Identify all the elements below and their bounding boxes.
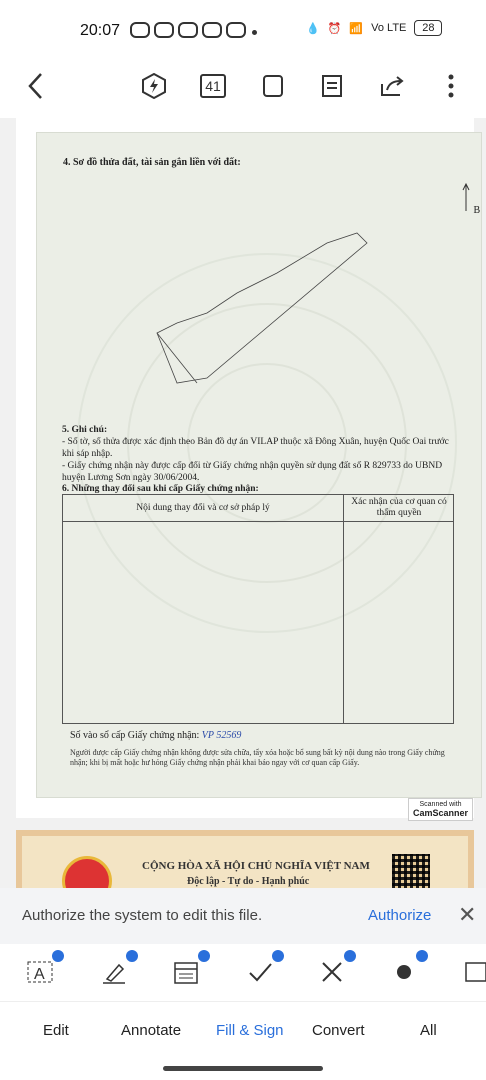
- notice-text: Người được cấp Giấy chứng nhận không được sửa chữa, tẩy xóa hoặc bổ sung bất kỳ nội dung nào trong Giấy chứng nhận; khi bị mất hoặc hư hỏng Giấy chứng nhận phải khai báo ngay với cơ quan cấp Giấy.: [70, 748, 445, 767]
- north-label: B: [473, 205, 481, 216]
- status-time: 20:07: [80, 22, 121, 39]
- camscanner-top: Scanned with: [419, 801, 462, 808]
- fullscreen-icon[interactable]: [260, 72, 286, 100]
- signature-tool[interactable]: [98, 956, 130, 988]
- national-emblem-icon: [62, 856, 112, 888]
- page2-subtitle: Độc lập - Tự do - Hạnh phúc: [187, 876, 310, 887]
- document-view-icon[interactable]: [320, 72, 344, 100]
- premium-badge-icon: [272, 950, 284, 962]
- premium-badge-icon: [126, 950, 138, 962]
- alarm-icon: ⏰: [327, 22, 342, 35]
- camscanner-badge: [408, 798, 473, 821]
- tab-fill-sign[interactable]: Fill & Sign: [216, 1022, 284, 1039]
- authorize-banner: [0, 888, 486, 944]
- qr-code-icon: [392, 854, 430, 888]
- register-number: VP 52569: [201, 730, 242, 741]
- section5-note: - Số tờ, số thửa được xác định theo Bản đồ dự án VILAP thuộc xã Đông Xuân, huyện Quốc Oai trước khi sáp nhập.: [62, 437, 449, 459]
- svg-text:A: A: [34, 966, 45, 983]
- section5-notes: [62, 424, 462, 484]
- rectangle-tool[interactable]: [460, 956, 486, 988]
- tab-convert[interactable]: Convert: [312, 1022, 365, 1039]
- table-header-left: Nội dung thay đổi và cơ sở pháp lý: [136, 503, 270, 513]
- tab-all[interactable]: All: [420, 1022, 437, 1039]
- page-count-button[interactable]: [200, 72, 226, 100]
- more-notifications-icon: [252, 30, 257, 35]
- section4-title: 4. Sơ đồ thửa đất, tài sản gắn liền với đất:: [63, 157, 241, 168]
- battery-icon: 28: [414, 20, 442, 36]
- back-arrow-icon[interactable]: [22, 72, 50, 100]
- date-tool[interactable]: [170, 956, 202, 988]
- north-arrow: [461, 183, 480, 216]
- table-header-line: [63, 521, 453, 522]
- section5-title: 5. Ghi chú:: [62, 425, 108, 435]
- document-viewer[interactable]: [0, 118, 486, 888]
- dot-tool[interactable]: [388, 956, 420, 988]
- authorize-message: Authorize the system to edit this file.: [22, 907, 263, 924]
- status-right: [306, 20, 442, 36]
- register-line: [70, 730, 241, 741]
- premium-badge-icon: [344, 950, 356, 962]
- document-page: [16, 118, 481, 818]
- table-header-right: Xác nhận của cơ quan có thẩm quyền: [351, 497, 447, 518]
- water-drop-icon: 💧: [306, 22, 320, 35]
- close-icon[interactable]: ✕: [458, 902, 477, 927]
- messenger-icon: [178, 22, 198, 38]
- premium-badge-icon: [416, 950, 428, 962]
- document-page-2: [16, 830, 474, 888]
- network-label: Vo LTE: [371, 22, 407, 34]
- lightning-hexagon-icon[interactable]: [140, 72, 168, 100]
- notification-icons: [130, 22, 246, 38]
- fill-sign-tools: [0, 944, 486, 1002]
- table-divider: [343, 495, 344, 723]
- more-options-icon[interactable]: [444, 72, 458, 100]
- tab-edit[interactable]: Edit: [43, 1022, 69, 1039]
- messenger-icon: [130, 22, 150, 38]
- parcel-sketch: [137, 213, 377, 393]
- top-toolbar: [0, 62, 486, 112]
- share-icon[interactable]: [378, 72, 406, 100]
- home-indicator[interactable]: [163, 1066, 323, 1071]
- cross-tool[interactable]: [316, 956, 348, 988]
- tab-annotate[interactable]: Annotate: [121, 1022, 182, 1039]
- checkmark-tool[interactable]: [244, 956, 276, 988]
- authorize-button[interactable]: Authorize: [368, 907, 432, 924]
- section6-title: 6. Những thay đổi sau khi cấp Giấy chứng nhận:: [62, 484, 259, 494]
- messenger-icon: [226, 22, 246, 38]
- page-count: 41: [200, 74, 226, 98]
- text-field-tool[interactable]: [24, 956, 56, 988]
- page2-title: CỘNG HÒA XÃ HỘI CHỦ NGHĨA VIỆT NAM: [142, 860, 370, 872]
- premium-badge-icon: [52, 950, 64, 962]
- camscanner-brand: CamScanner: [413, 808, 469, 818]
- section5-note: - Giấy chứng nhận này được cấp đổi từ Giấy chứng nhận quyền sử dụng đất số R 829733 do UBND huyện Lương Sơn ngày 30/06/2004.: [62, 461, 443, 483]
- messenger-icon: [202, 22, 222, 38]
- changes-table: [62, 494, 454, 724]
- wifi-icon: 📶: [349, 22, 364, 35]
- messenger-icon: [154, 22, 174, 38]
- bottom-tab-bar: [0, 1010, 486, 1054]
- premium-badge-icon: [198, 950, 210, 962]
- status-bar: [0, 0, 486, 62]
- register-label: Số vào sổ cấp Giấy chứng nhận:: [70, 730, 200, 741]
